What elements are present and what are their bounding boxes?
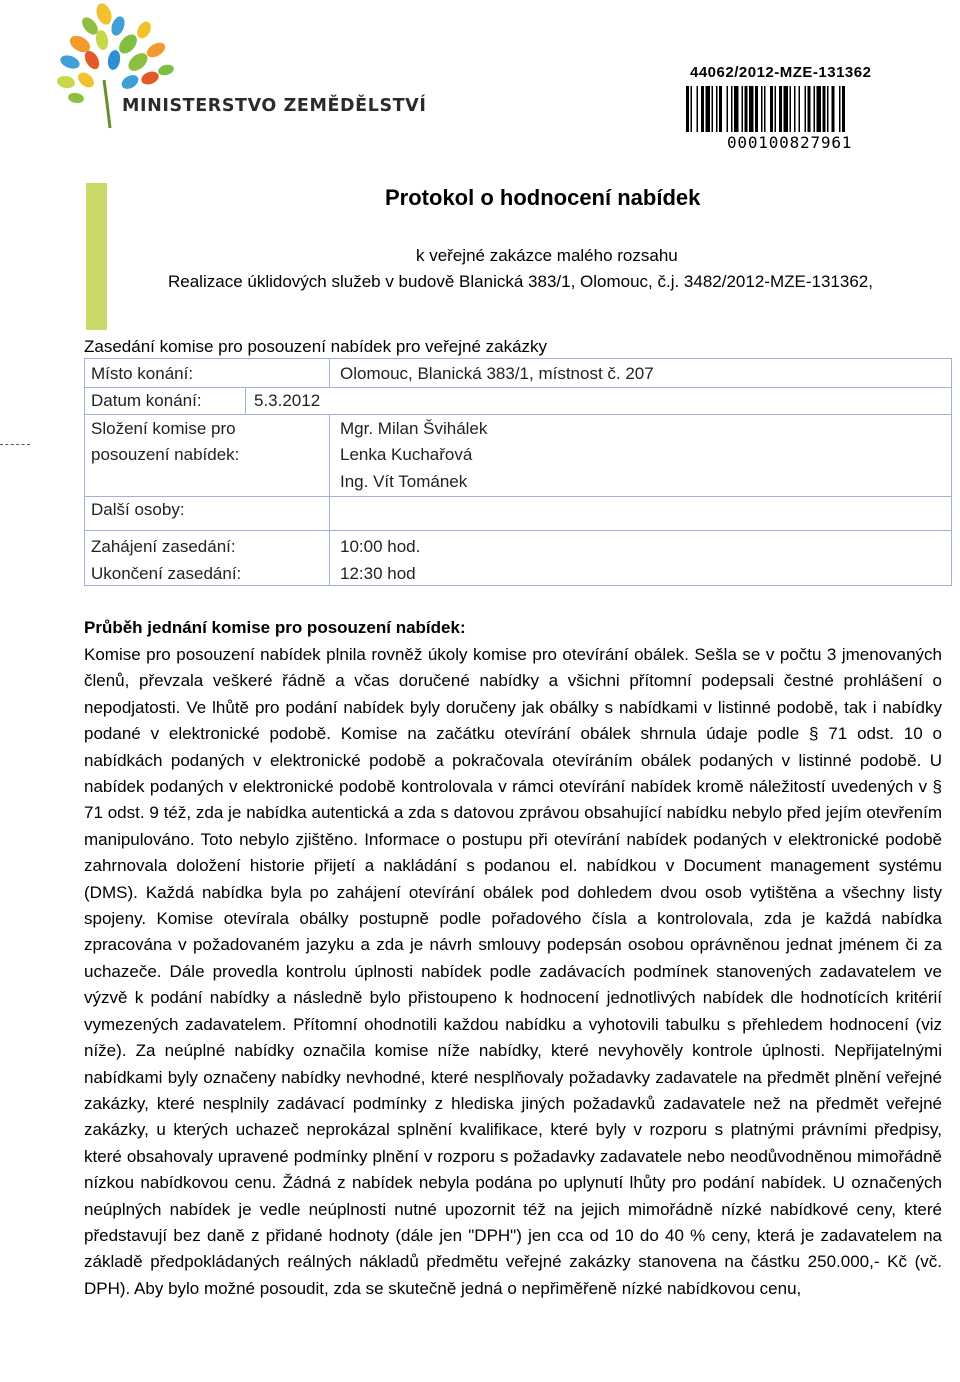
start-value: 10:00 hod. — [340, 537, 421, 556]
subtitle-contract-name: Realizace úklidových služeb v budově Blanická 383/1, Olomouc, č.j. 3482/2012-MZE-131362, — [168, 272, 873, 291]
barcode-bar — [764, 86, 766, 132]
barcode-bar — [770, 86, 773, 132]
proceedings-heading: Průběh jednání komise pro posouzení nabídek: — [84, 618, 466, 637]
barcode-bar — [842, 86, 845, 132]
barcode-bar — [716, 86, 718, 132]
barcode-bar — [686, 86, 689, 132]
barcode-bar — [784, 86, 789, 132]
barcode-bar — [799, 86, 801, 132]
barcode-bar — [701, 86, 704, 132]
table-divider — [329, 414, 330, 585]
barcode-bar — [805, 86, 807, 132]
barcode-bar — [742, 86, 744, 132]
place-label: Místo konání: — [91, 364, 194, 383]
committee-label-line2: posouzení nabídek: — [91, 445, 240, 464]
table-divider — [85, 496, 951, 497]
barcode-bar — [697, 86, 699, 132]
date-value: 5.3.2012 — [254, 391, 321, 410]
barcode-bar — [727, 86, 729, 132]
session-heading: Zasedání komise pro posouzení nabídek pro veřejné zakázky — [84, 337, 548, 356]
place-value: Olomouc, Blanická 383/1, místnost č. 207 — [340, 364, 654, 383]
barcode-bar — [761, 86, 763, 132]
barcode-bar — [808, 86, 811, 132]
barcode-bar — [706, 86, 711, 132]
subtitle-contract-type: k veřejné zakázce malého rozsahu — [416, 246, 678, 265]
tree-trunk-icon — [104, 80, 110, 128]
table-divider — [245, 387, 246, 414]
end-label: Ukončení zasedání: — [91, 564, 242, 583]
barcode-icon — [686, 86, 920, 132]
barcode-bar — [755, 86, 758, 132]
barcode-number: 000100827961 — [727, 133, 853, 152]
page-title: Protokol o hodnocení nabídek — [385, 185, 701, 210]
barcode-bar — [790, 86, 792, 132]
committee-label-line1: Složení komise pro — [91, 419, 236, 438]
date-label: Datum konání: — [91, 391, 202, 410]
barcode-bar — [814, 86, 816, 132]
barcode-bar — [745, 86, 748, 132]
table-divider — [85, 387, 951, 388]
barcode-bar — [712, 86, 714, 132]
barcode-bar — [832, 86, 835, 132]
end-value: 12:30 hod — [340, 564, 416, 583]
start-label: Zahájení zasedání: — [91, 537, 236, 556]
barcode-bar — [827, 86, 829, 132]
ministry-logo-icon — [52, 0, 372, 140]
committee-member: Mgr. Milan Švihálek — [340, 419, 488, 438]
barcode-bar — [817, 86, 822, 132]
barcode-bar — [719, 86, 722, 132]
margin-dash-mark — [0, 444, 30, 445]
proceedings-body: Komise pro posouzení nabídek plnila rovněž úkoly komise pro otevírání obálek. Sešla se v počtu 3 jmenovaných členů, převzala veškeré řádně a včas doručené nabídky a všichni přítomní podepsali čestné prohlášení o nepodjatosti. Ve lhůtě pro podání nabídek byly doručeny jak obálky s nabídkami v listinné podobě, tak i nabídky podané v elektronické podobě. Komise na začátku otevírání obálek shrnula údaje podle § 71 odst. 10 o nabídkách podaných v elektronické podobě a pokračovala otevíráním obálek podaných v listinné podobě. U nabídek podaných v elektronické podobě kontrolovala v rámci otevírání nabídek kromě náležitostí uvedených v § 71 odst. 9 též, zda je nabídka autentická a zda s datovou zprávou obsahující nabídku nebylo před jejím otevřením manipulováno. Toto nebylo zjištěno. Informace o postupu při otevírání nabídek podaných v elektronické podobě zahrnovala doložení historie přijetí a nakládání s podanou el. nabídkou v Document management systému (DMS). Každá nabídka byla po zahájení otevírání obálek pod dohledem dvou osob vytištěna a všechny listy spojeny. Komise otevírala obálky postupně podle pořadového čísla a kontrolovala, zda je každá nabídka zpracována v požadovaném jazyku a zda je návrh smlouvy podepsán osobou oprávněnou jednat jménem či za uchazeče. Dále provedla kontrolu úplnosti nabídek podle zadávacích podmínek stanovených zadavatelem ve výzvě k podání nabídky a následně bylo přistoupeno k hodnocení jednotlivých nabídek dle hodnotících kritérií vymezených zadavatelem. Přítomní ohodnotili každou nabídku a vyhotovili tabulku s přehledem hodnocení (viz níže). Za neúplné nabídky označila komise níže nabídky, které nevyhověly kontrole úplnosti. Nepřijatelnými nabídkami byly označeny nabídky nevhodné, které nesplňovaly požadavky zadavatele na předmět plnění veřejné zakázky, které nesplnily zadávací podmínky z hlediska jiných požadavků zadavatele než na předmět veřejné zakázky, u kterých uchazeč neprokázal splnění kvalifikace, které byly v rozporu s platnými právními předpisy, které obsahovaly upravené podmínky plnění v rozporu s požadavky zadavatele nebo neodůvodněnou mimořádně nízkou nabídkovou cenu. Žádná z nabídek nebyla podána po uplynutí lhůty pro podání nabídek. U označených neúplných nabídek je vedle neúplnosti nutné upozornit též na jejich mimořádně nízké nabídkové ceny, které představují bez daně z přidané hodnoty (dále jen "DPH") jen cca od 10 do 40 % ceny, která je zadavatelem na základě předpokládaných reálných nákladů předmětu veřejné zakázky stanovena na částku 250.000,- Kč (vč. DPH). Aby bylo možné posoudit, zda se skutečně jedná o nepřiměřeně nízké nabídkovou cenu, — [84, 645, 942, 1298]
barcode-bar — [691, 86, 693, 132]
accent-bar — [86, 183, 107, 330]
table-divider — [329, 359, 330, 387]
tree-leaves-icon — [56, 1, 175, 104]
barcode-bar — [823, 86, 826, 132]
barcode-bar — [775, 86, 777, 132]
committee-member: Lenka Kuchařová — [340, 445, 473, 464]
committee-member: Ing. Vít Tománek — [340, 472, 468, 491]
other-persons-label: Další osoby: — [91, 500, 185, 519]
barcode-bar — [779, 86, 782, 132]
document-id: 44062/2012-MZE-131362 — [690, 64, 872, 81]
barcode-bar — [734, 86, 739, 132]
barcode-bar — [749, 86, 754, 132]
ministry-name: MINISTERSTVO ZEMĚDĚLSTVÍ — [122, 96, 427, 116]
session-info-table — [84, 358, 952, 586]
barcode-bar — [839, 86, 841, 132]
barcode-bar — [731, 86, 733, 132]
barcode-bar — [794, 86, 796, 132]
table-divider — [85, 530, 951, 531]
table-divider — [85, 414, 951, 415]
